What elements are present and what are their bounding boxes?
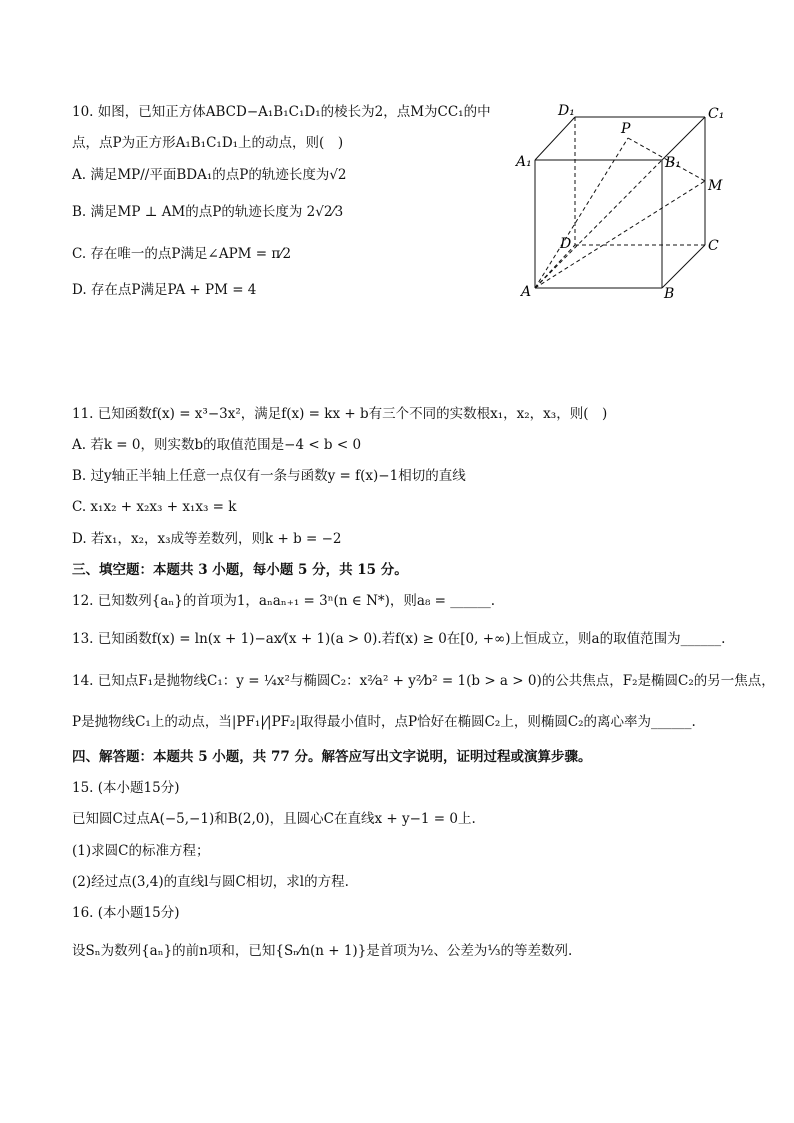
q10-option-a: A. 满足MP//平面BDA₁的点P的轨迹长度为√2: [72, 167, 347, 183]
label-d1: D₁: [558, 103, 575, 119]
q10-option-d: D. 存在点P满足PA + PM = 4: [72, 282, 257, 298]
section-fill-blank-heading: 三、填空题：本题共 3 小题，每小题 5 分，共 15 分。: [72, 562, 408, 578]
q12: 12. 已知数列{aₙ}的首项为1，aₙaₙ₊₁ = 3ⁿ(n ∈ N*)，则a₈ = ______.: [72, 593, 496, 609]
label-p: P: [621, 121, 631, 137]
label-c1: C₁: [708, 106, 725, 122]
q13: 13. 已知函数f(x) = ln(x + 1)−ax⁄(x + 1)(a > 0).若f(x) ≥ 0在[0, +∞)上恒成立，则a的取值范围为______.: [72, 631, 726, 647]
q14-line1: 14. 已知点F₁是抛物线C₁：y = ¼x²与椭圆C₂：x²⁄a² + y²⁄b² = 1(b > a > 0)的公共焦点，F₂是椭圆C₂的另一焦点，: [72, 673, 775, 689]
label-a1: A₁: [516, 154, 532, 170]
q10-stem-line1: 10. 如图，已知正方体ABCD−A₁B₁C₁D₁的棱长为2，点M为CC₁的中: [72, 104, 491, 120]
label-d: D: [560, 236, 572, 252]
label-b: B: [664, 286, 675, 302]
q16-heading: 16. (本小题15分): [72, 905, 180, 921]
label-c: C: [708, 238, 719, 254]
q10-option-b: B. 满足MP ⊥ AM的点P的轨迹长度为 2√2⁄3: [72, 204, 344, 220]
q15-heading: 15. (本小题15分): [72, 780, 180, 796]
q14-line2: P是抛物线C₁上的动点，当|PF₁|⁄|PF₂|取得最小值时，点P恰好在椭圆C₂上，则椭圆C₂的离心率为______.: [72, 714, 696, 730]
q11-option-a: A. 若k = 0，则实数b的取值范围是−4 < b < 0: [72, 437, 362, 453]
q10-stem-line2: 点，点P为正方形A₁B₁C₁D₁上的动点，则( ): [72, 135, 344, 151]
q11-option-b: B. 过y轴正半轴上任意一点仅有一条与函数y = f(x)−1相切的直线: [72, 468, 466, 484]
cube-figure: [510, 100, 730, 305]
q11-option-c: C. x₁x₂ + x₂x₃ + x₁x₃ = k: [72, 499, 237, 515]
label-m: M: [708, 178, 723, 194]
q10-option-c: C. 存在唯一的点P满足∠APM = π⁄2: [72, 246, 292, 262]
q11-stem: 11. 已知函数f(x) = x³−3x²，满足f(x) = kx + b有三个不同的实数根x₁，x₂，x₃，则( ): [72, 406, 608, 422]
label-a: A: [521, 284, 532, 300]
q11-option-d: D. 若x₁，x₂，x₃成等差数列，则k + b = −2: [72, 531, 342, 547]
q15-part2: (2)经过点(3,4)的直线l与圆C相切，求l的方程.: [72, 874, 349, 890]
q16-stem: 设Sₙ为数列{aₙ}的前n项和，已知{Sₙ⁄n(n + 1)}是首项为½、公差为⅓的等差数列.: [72, 943, 573, 959]
label-b1: B₁: [665, 155, 681, 171]
q15-part1: (1)求圆C的标准方程；: [72, 843, 210, 859]
section-solution-heading: 四、解答题：本题共 5 小题，共 77 分。解答应写出文字说明，证明过程或演算步骤。: [72, 749, 592, 765]
q15-stem: 已知圆C过点A(−5,−1)和B(2,0)，且圆心C在直线x + y−1 = 0上.: [72, 811, 476, 827]
